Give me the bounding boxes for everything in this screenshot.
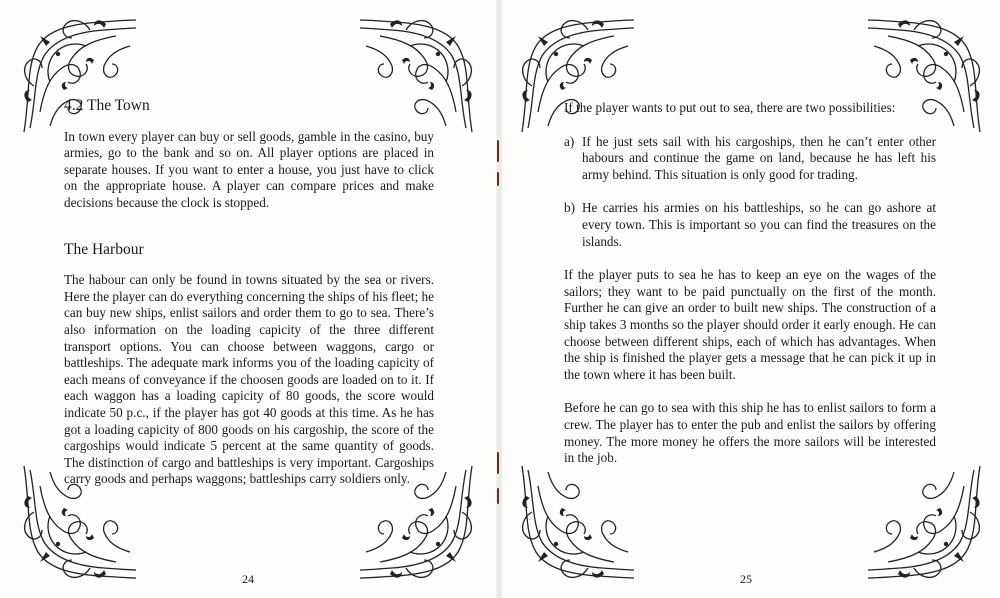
wages-paragraph: If the player puts to sea he has to keep an eye on the wages of the sailors; they want to be paid punctually on the first of the month. Further he can give an order to built new ships. The construction of a ship takes 3 months so the player should order it early enough. He can choose between different ships, each of which has advantages. When the ship is finished the player gets a message that he can pick it up in the town where it has been built. [564, 267, 936, 382]
staple-top-lower [497, 172, 499, 186]
page-number-left: 24 [242, 572, 254, 586]
left-page-text [64, 98, 434, 505]
option-b-marker: b) [564, 200, 575, 216]
right-page-text [564, 100, 936, 484]
staple-bottom [497, 452, 499, 474]
town-paragraph: In town every player can buy or sell goods, gamble in the casino, buy armies, go to the bank and so on. All player options are placed in separate houses. If you want to enter a house, you just have to click on the appropriate house. A player can compare prices and make decisions because the clock is stopped. [64, 128, 434, 210]
left-page [0, 0, 498, 598]
option-b [564, 200, 936, 250]
option-a-marker: a) [564, 133, 575, 149]
subsection-title: The Harbour [64, 240, 144, 258]
option-b-text: He carries his armies on his battleships, so he can go ashore at every town. This is important so you can find the treasures on the islands. [582, 200, 936, 249]
page-number-right: 25 [740, 572, 752, 586]
option-a [564, 134, 936, 184]
intro-paragraph: If the player wants to put out to sea, there are two possibilities: [564, 100, 896, 115]
staple-bottom-lower [497, 488, 499, 504]
staple-top [497, 140, 499, 162]
right-page [502, 0, 1000, 598]
option-a-text: If he just sets sail with his cargoships, then he can’t enter other habours and continue the game on land, because he has left his army behind. This situation is only good for trading. [582, 133, 936, 182]
section-title: 4.2 The Town [64, 97, 150, 114]
crew-paragraph: Before he can go to sea with this ship he has to enlist sailors to form a crew. The player has to enter the pub and enlist the sailors by offering money. The more money he offers the more sailors will be interested in the job. [564, 400, 936, 466]
harbour-paragraph: The habour can only be found in towns situated by the sea or rivers. Here the player can do everything concerning the ships of his fleet; he can buy new ships, enlist sailors and order them to go to sea. There’s also information on the loading capicity of the three different transport options. You can choose between waggons, cargo or battleships. The adequate mark informs you of the loading capicity of each means of conveyance if the choosen goods are loaded on to it. If each waggon has a loading capicity of 80 goods, the score would indicate 50 p.c., if the player has got 40 goods at this time. As he has got a loading capicity of 800 goods on his cargoship, the score of the cargoships would indicate 5 percent at the same quantity of goods. The distinction of cargo and battleships is very important. Cargoships carry goods and perhaps waggons; battleships carry soldiers only. [64, 272, 434, 487]
